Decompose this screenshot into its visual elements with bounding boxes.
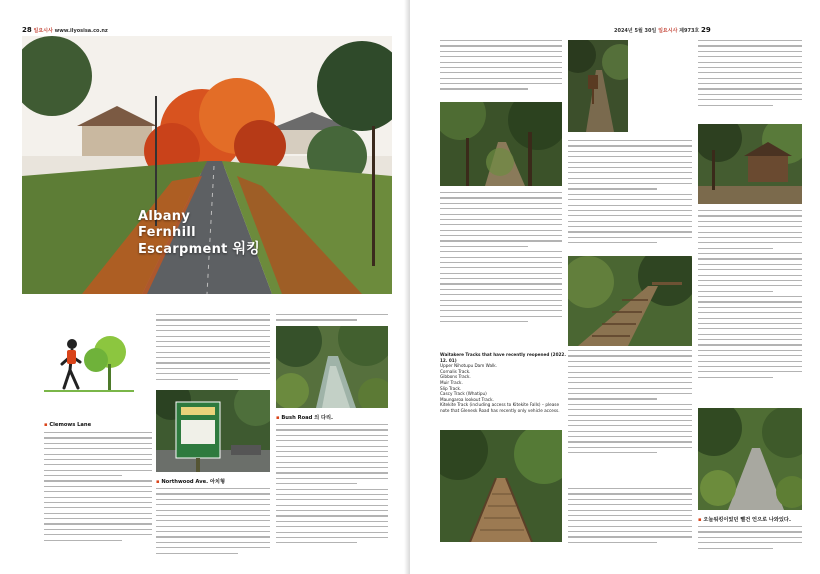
boardwalk-photo [440, 430, 562, 542]
right-page-number: 29 [701, 26, 711, 34]
walker-illustration [44, 330, 134, 402]
walking-person-icon [44, 330, 134, 402]
title-korean: 워킹 [232, 241, 261, 257]
left-page-header [22, 26, 108, 34]
reopened-tracks-list [440, 352, 566, 414]
wide-path-illustration [698, 408, 802, 510]
caption-bush [276, 414, 333, 421]
body-text-left-col2-top [156, 314, 270, 382]
body-text-right-col3-mid [698, 210, 802, 406]
track-stairs-illustration [568, 256, 692, 346]
body-text-right-col2-mid [568, 350, 692, 470]
caption-clemows-bullet: ▪ [44, 422, 48, 428]
wooden-steps-illustration [568, 40, 628, 132]
track-item: Gibbons Track. [440, 374, 471, 380]
track-sign-illustration [156, 390, 270, 472]
shelter-illustration [698, 124, 802, 204]
body-text-right-col3-bottom [698, 526, 802, 560]
track-item: Kitekite Track (including access to Kitekite Falls) – please note that Glenesk Road has recently only vehicle access. [440, 402, 560, 413]
left-magazine-name: 일요시사 [33, 28, 53, 34]
body-text-right-col1-mid [440, 192, 562, 342]
track-stairs-photo [568, 256, 692, 346]
body-text-right-col2-bottom [568, 488, 692, 558]
right-page [410, 0, 820, 574]
article-title [138, 209, 260, 258]
right-page-header [614, 26, 711, 34]
caption-bush-bullet: ▪ [276, 415, 280, 421]
creek-photo [276, 326, 388, 408]
caption-bush-text: Bush Road 의 다리. [281, 415, 333, 421]
title-line-3: Escarpment [138, 242, 228, 257]
body-text-right-col3-top [698, 40, 802, 120]
caption-northwood-bullet: ▪ [156, 479, 160, 485]
forest-track-photo [440, 102, 562, 186]
track-item: Cascy Track (Whatipu) [440, 391, 487, 397]
boardwalk-illustration [440, 430, 562, 542]
track-item: Slip Track. [440, 385, 462, 391]
left-page-number: 28 [22, 26, 32, 34]
left-site-url: www.ilyosisa.co.nz [54, 28, 108, 34]
wooden-steps-photo [568, 40, 628, 132]
wide-path-photo [698, 408, 802, 510]
track-item: Cornalis Track. [440, 368, 471, 374]
caption-clemows-text: Clemows Lane [49, 422, 92, 428]
track-sign-photo [156, 390, 270, 472]
body-text-right-col2-top [568, 140, 692, 260]
reopened-tracks-lead: Waitakere Tracks that have recently reopened (2022. 12. 01) [440, 352, 566, 363]
title-line-2: Fernhill [138, 225, 196, 240]
shelter-photo [698, 124, 802, 204]
body-text-left-col2-bottom [156, 488, 270, 558]
body-text-right-col1-top [440, 40, 562, 98]
track-item: Muir Track. [440, 379, 463, 385]
caption-northwood [156, 478, 225, 485]
right-issue-date: 2024년 5월 30일 [614, 28, 657, 34]
creek-illustration [276, 326, 388, 408]
right-magazine-name: 일요시사 [658, 28, 678, 34]
caption-wide-path [698, 516, 791, 523]
caption-clemows [44, 422, 91, 428]
body-text-left-col1 [44, 432, 152, 552]
forest-track-illustration [440, 102, 562, 186]
right-issue-number: 제973호 [679, 28, 700, 34]
track-item: Maungaroa lookout Track. [440, 396, 494, 402]
track-item: Upper Nihotupu Dam Walk. [440, 363, 498, 369]
caption-wide-path-bullet: ▪ [698, 517, 702, 523]
body-text-left-col3-bottom [276, 424, 388, 558]
title-line-1: Albany [138, 209, 191, 224]
caption-northwood-text: Northwood Ave. 아치형 [161, 479, 225, 485]
caption-wide-path-text: 오늘워킹이었던 뻘건 언으로 나와있다. [703, 517, 791, 523]
